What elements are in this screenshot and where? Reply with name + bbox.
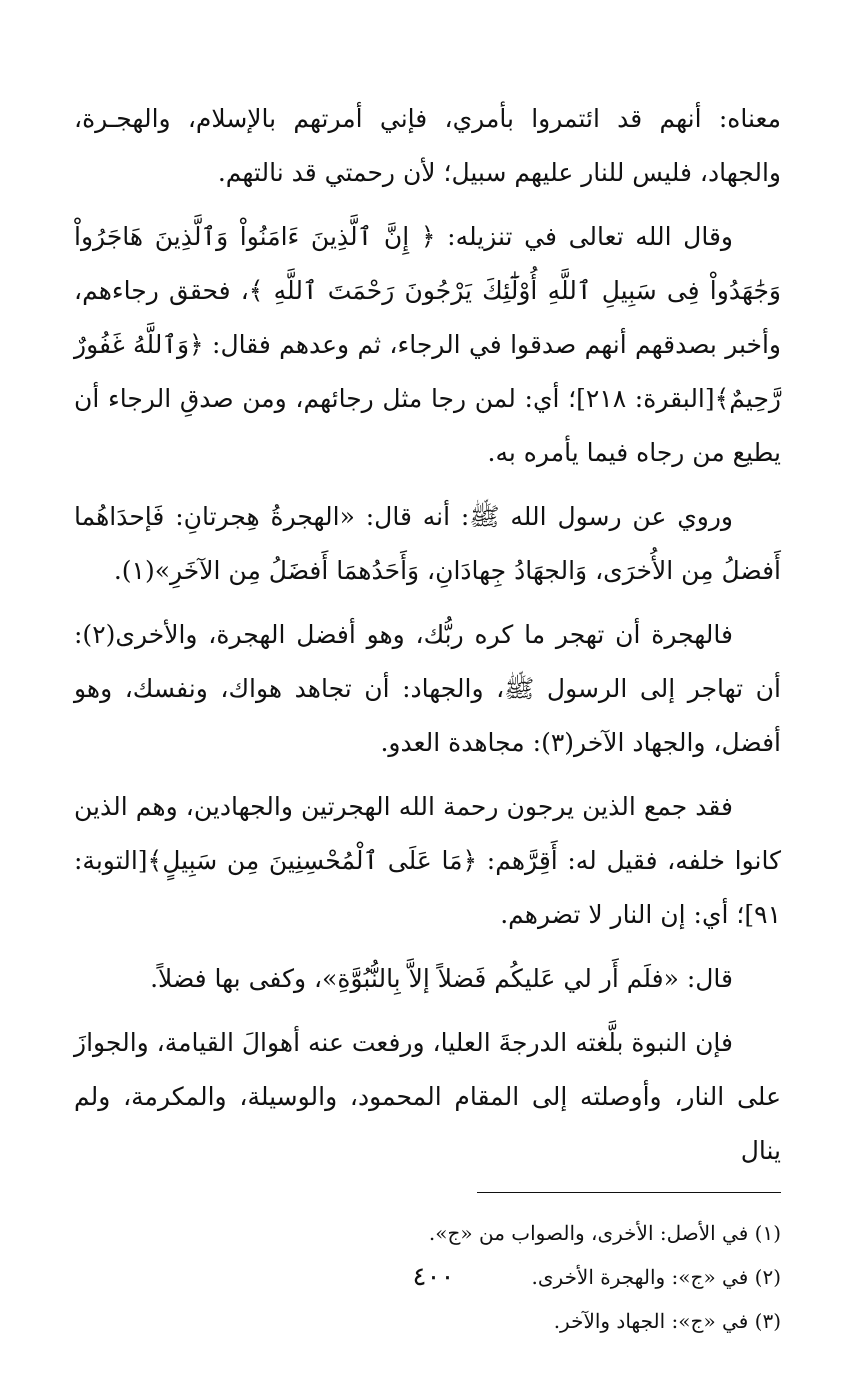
paragraph-7: فإن النبوة بلَّغته الدرجةَ العليا، ورفعت عنه أهوالَ القيامة، والجوازَ على النار، وأوصلته إلى المقام المحمود، والوسيلة، والمكرمة، ولم ينال [74, 1028, 781, 1165]
footnote-divider [477, 1192, 781, 1193]
page-number: ٤٠٠ [412, 1262, 455, 1292]
footnote-2: (٢) في «ج»: والهجرة الأخرى. [531, 1265, 781, 1289]
footnote-1: (١) في الأصل: الأخرى، والصواب من «ج». [428, 1221, 781, 1245]
paragraph-1: معناه: أنهم قد ائتمروا بأمري، فإني أمرتهم بالإسلام، والهجـرة، والجهاد، فليس للنار عليهم سبيل؛ لأن رحمتي قد نالتهم. [74, 104, 781, 187]
paragraph-4: فالهجرة أن تهجر ما كره ربُّك، وهو أفضل الهجرة، والأخرى(٢): أن تهاجر إلى الرسول ﷺ، والجهاد: أن تجاهد هواك، ونفسك، وهو أفضل، والجهاد الآخر(٣): مجاهدة العدو. [74, 620, 781, 757]
paragraph-2: وقال الله تعالى في تنزيله: ﴿ إِنَّ ٱلَّذِينَ ءَامَنُواْ وَٱلَّذِينَ هَاجَرُواْ وَجَٰهَدُواْ فِى سَبِيلِ ٱللَّهِ أُوْلَٰٓئِكَ يَرْجُونَ رَحْمَتَ ٱللَّهِ ﴾، فحقق رجاءهم، وأخبر بصدقهم أنهم صدقوا في الرجاء، ثم وعدهم فقال: ﴿وَٱللَّهُ غَفُورٌ رَّحِيمٌ﴾[البقرة: ٢١٨]؛ أي: لمن رجا مثل رجائهم، ومن صدقِ الرجاء أن يطيع من رجاه فيما يأمره به. [74, 222, 782, 467]
paragraph-5: فقد جمع الذين يرجون رحمة الله الهجرتين والجهادين، وهم الذين كانوا خلفه، فقيل له: أَقِرَّهم: ﴿مَا عَلَى ٱلْمُحْسِنِينَ مِن سَبِيلٍ﴾[التوبة: ٩١]؛ أي: إن النار لا تضرهم. [74, 792, 781, 929]
paragraph-6: قال: «فلَم أَر لي عَليكُم فَضلاً إلاَّ بِالنُّبُوَّةِ»، وكفى بها فضلاً. [150, 964, 733, 993]
footnote-3: (٣) في «ج»: الجهاد والآخر. [553, 1309, 781, 1333]
body-text [74, 92, 781, 1178]
paragraph-3: وروي عن رسول الله ﷺ: أنه قال: «الهجرةُ هِجرتانِ: فَإحدَاهُما أَفضلُ مِن الأُخرَى، وَالجهَادُ جِهادَانِ، وَأَحَدُهمَا أَفضَلُ مِن الآخَرِ»(١). [74, 502, 781, 585]
